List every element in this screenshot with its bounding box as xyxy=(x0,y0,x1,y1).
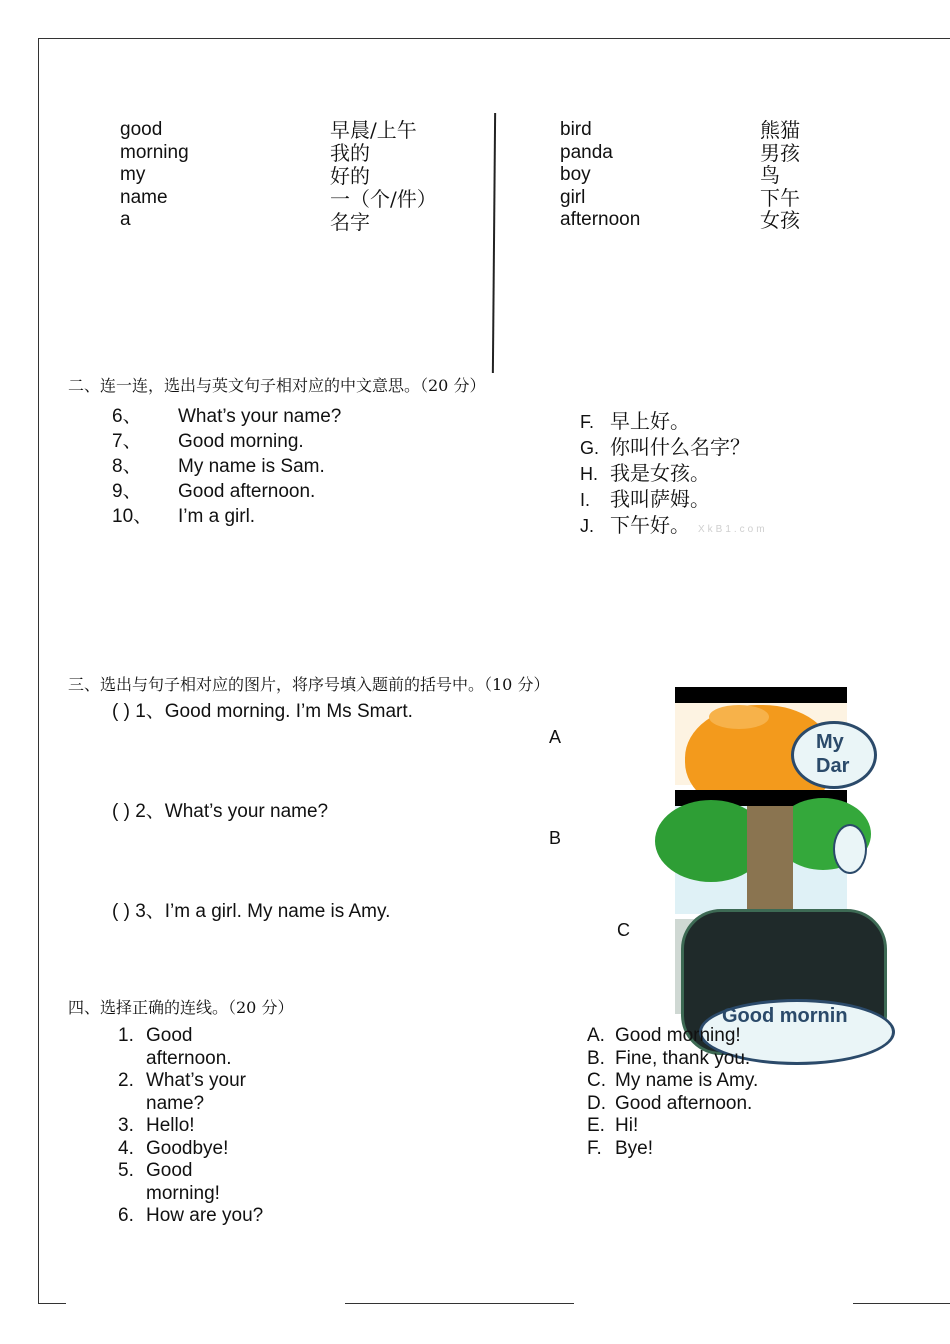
list-item xyxy=(118,1205,268,1228)
sentence-item xyxy=(112,504,341,529)
part2-heading: 二、连一连，选出与英文句子相对应的中文意思。（20 分） xyxy=(68,376,486,395)
item-number: 9、 xyxy=(112,481,142,502)
option-letter: I. xyxy=(580,490,591,510)
list-letter: C. xyxy=(587,1070,606,1091)
list-text: Hi! xyxy=(615,1115,639,1136)
option-item xyxy=(580,435,768,461)
picture-label-c: C xyxy=(617,920,630,940)
bubble-text: My xyxy=(816,731,844,753)
list-letter: F. xyxy=(587,1137,602,1159)
list-text: Goodbye! xyxy=(146,1137,229,1159)
bubble-text: Dar xyxy=(816,755,850,777)
list-text: How are you? xyxy=(146,1205,264,1226)
part4-heading: 四、选择正确的连线。（20 分） xyxy=(68,998,294,1017)
list-text: Good afternoon. xyxy=(615,1092,753,1114)
meaning: 一（个/件） xyxy=(330,187,437,211)
list-letter: A. xyxy=(587,1025,605,1046)
option-letter: F. xyxy=(580,412,595,432)
item-number: 10、 xyxy=(112,506,153,527)
tree-trunk xyxy=(747,806,793,914)
meaning: 女孩 xyxy=(760,208,800,232)
list-text: My name is Amy. xyxy=(615,1070,759,1091)
part3-item-1: ( ) 1、Good morning. I’m Ms Smart. xyxy=(112,701,413,722)
item-text: I’m a girl. xyxy=(178,506,256,527)
list-text: Good morning! xyxy=(615,1025,741,1046)
option-item xyxy=(580,487,768,513)
list-item xyxy=(118,1160,268,1205)
list-number: 3. xyxy=(118,1115,134,1136)
item-number: 8、 xyxy=(112,456,142,477)
part2-sentences xyxy=(112,404,341,529)
list-text: What’s your name? xyxy=(146,1070,246,1114)
picture-c xyxy=(675,919,848,1027)
meaning: 男孩 xyxy=(760,140,800,165)
option-letter: G. xyxy=(580,438,600,458)
option-letter: H. xyxy=(580,464,598,484)
item-text: My name is Sam. xyxy=(178,456,325,477)
option-text: 你叫什么名字？ xyxy=(610,435,750,459)
list-letter: E. xyxy=(587,1115,605,1136)
option-item xyxy=(580,513,768,542)
list-letter: B. xyxy=(587,1047,605,1069)
meaning: 下午 xyxy=(760,185,800,210)
footer-rule-left xyxy=(38,1303,66,1304)
part2-options xyxy=(580,409,768,542)
list-number: 5. xyxy=(118,1160,134,1181)
word: bird xyxy=(560,119,592,140)
orange-highlight xyxy=(709,705,769,729)
list-number: 1. xyxy=(118,1025,134,1046)
footer-rule-center xyxy=(345,1303,574,1304)
word: girl xyxy=(560,186,586,208)
list-item xyxy=(118,1115,268,1138)
list-number: 6. xyxy=(118,1205,134,1226)
option-letter: J. xyxy=(580,516,595,536)
meaning: 我的 xyxy=(330,141,370,165)
list-text: Hello! xyxy=(146,1115,195,1136)
item-text: Good morning. xyxy=(178,431,304,452)
option-item xyxy=(580,461,768,487)
list-text: Good afternoon. xyxy=(146,1025,232,1069)
word: my xyxy=(120,164,146,185)
list-item xyxy=(587,1093,847,1116)
meaning: 早晨/上午 xyxy=(330,118,417,142)
list-item xyxy=(587,1138,847,1161)
sentence-item xyxy=(112,404,341,429)
option-text: 我是女孩。 xyxy=(610,461,710,485)
part1-divider xyxy=(492,113,496,373)
word: panda xyxy=(560,141,613,163)
part1-right-english xyxy=(560,119,640,232)
part3-item-3: ( ) 3、I’m a girl. My name is Amy. xyxy=(112,901,391,922)
list-number: 2. xyxy=(118,1070,134,1091)
bubble-text: Good mornin xyxy=(722,1005,848,1027)
page-border-top xyxy=(38,38,950,39)
part1-left-chinese xyxy=(330,119,437,234)
option-item xyxy=(580,409,768,435)
list-item xyxy=(118,1025,268,1070)
part3-item-2: ( ) 2、What’s your name? xyxy=(112,801,329,822)
word: a xyxy=(120,209,131,230)
part1-left-english xyxy=(120,119,189,232)
page-border-left xyxy=(38,38,39,1304)
list-item xyxy=(587,1048,847,1071)
item-number: 6、 xyxy=(112,406,142,427)
picture-label-a: A xyxy=(549,727,562,747)
picture-a xyxy=(675,687,850,785)
part3-heading: 三、选出与句子相对应的图片，将序号填入题前的括号中。（10 分） xyxy=(68,675,550,694)
meaning: 熊猫 xyxy=(760,118,800,142)
list-item xyxy=(587,1070,847,1093)
meaning: 名字 xyxy=(330,210,370,234)
footer-rule-right xyxy=(853,1303,950,1304)
picture-label-b: B xyxy=(549,828,562,848)
part4-left-list xyxy=(118,1025,268,1228)
picture-a-top-bar xyxy=(675,687,847,703)
word: afternoon xyxy=(560,209,641,230)
word: name xyxy=(120,186,168,208)
word: good xyxy=(120,119,163,140)
picture-b xyxy=(675,790,847,914)
option-text: 早上好。 xyxy=(610,409,690,433)
list-item xyxy=(118,1138,268,1161)
list-number: 4. xyxy=(118,1137,134,1159)
word: boy xyxy=(560,164,591,185)
sentence-item xyxy=(112,454,341,479)
list-text: Bye! xyxy=(615,1137,654,1159)
list-text: Good morning! xyxy=(146,1160,220,1204)
sentence-item xyxy=(112,429,341,454)
meaning: 好的 xyxy=(330,164,370,188)
meaning: 鸟 xyxy=(760,163,780,187)
speech-bubble xyxy=(791,721,877,789)
option-text: 我叫萨姆。 xyxy=(610,487,710,511)
watermark: XkB1.com xyxy=(698,524,768,535)
word: morning xyxy=(120,141,189,163)
list-letter: D. xyxy=(587,1092,606,1114)
item-text: What’s your name? xyxy=(178,406,342,427)
speech-bubble xyxy=(833,824,867,874)
list-item xyxy=(118,1070,268,1115)
part4-right-list xyxy=(587,1025,847,1160)
sentence-item xyxy=(112,479,341,504)
list-text: Fine, thank you. xyxy=(615,1047,751,1069)
part1-right-chinese xyxy=(760,119,800,232)
option-text: 下午好。 xyxy=(610,513,690,537)
item-text: Good afternoon. xyxy=(178,481,316,502)
list-item xyxy=(587,1115,847,1138)
list-item xyxy=(587,1025,847,1048)
item-number: 7、 xyxy=(112,431,142,452)
